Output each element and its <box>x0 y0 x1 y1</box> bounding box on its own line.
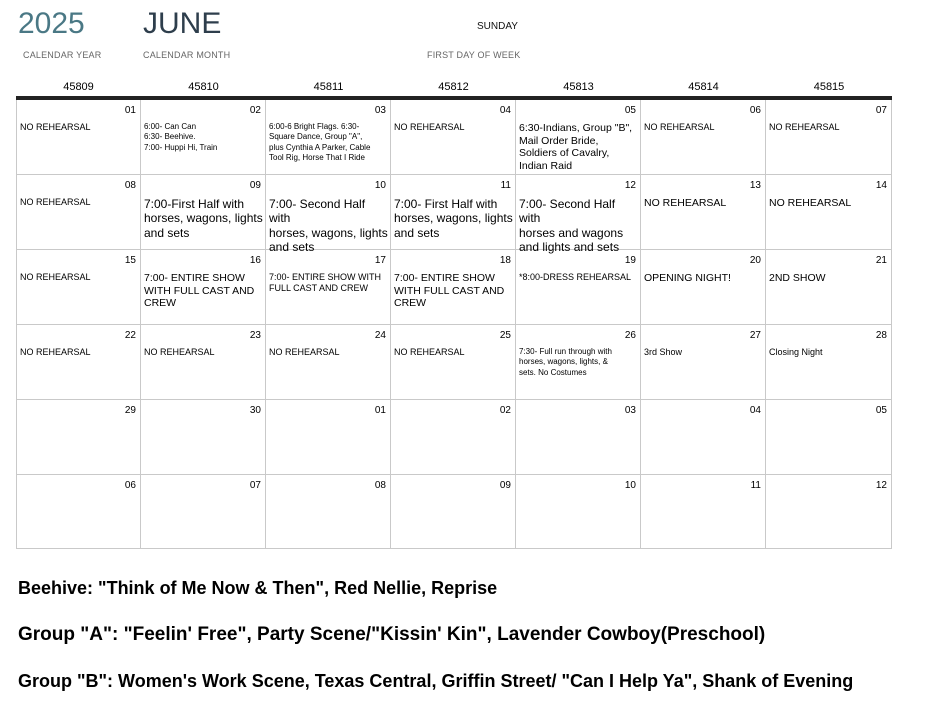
day-note-line: 6:30- Beehive. <box>144 132 196 142</box>
column-header: 45812 <box>438 81 469 93</box>
day-note <box>644 122 763 133</box>
day-cell <box>766 175 892 250</box>
day-number: 20 <box>749 255 761 266</box>
day-note-line: CREW <box>394 297 427 310</box>
day-number: 14 <box>875 180 887 191</box>
day-note <box>519 347 638 378</box>
day-note-line: horses and wagons <box>519 225 624 240</box>
day-number: 01 <box>374 405 386 416</box>
day-number: 11 <box>750 480 761 491</box>
day-note-line: 7:00- ENTIRE SHOW <box>394 272 495 284</box>
day-number: 27 <box>749 330 761 341</box>
day-note <box>769 197 889 210</box>
day-number: 29 <box>124 405 136 416</box>
day-number: 28 <box>875 330 887 341</box>
day-note <box>394 197 513 240</box>
day-note <box>144 197 263 240</box>
day-cell <box>16 175 141 250</box>
day-cell <box>141 475 266 549</box>
day-number: 13 <box>749 180 761 191</box>
day-note-line: NO REHEARSAL <box>20 122 91 132</box>
day-cell <box>391 175 516 250</box>
day-number: 12 <box>624 180 636 191</box>
day-note-line: 6:00-6 Bright Flags. 6:30- <box>269 122 360 131</box>
day-number: 15 <box>124 255 136 266</box>
day-number: 09 <box>249 180 261 191</box>
day-note-line: NO REHEARSAL <box>20 197 91 207</box>
day-cell <box>16 250 141 325</box>
day-note-line: NO REHEARSAL <box>769 197 852 209</box>
day-cell <box>641 250 766 325</box>
day-number: 21 <box>875 255 887 266</box>
day-cell <box>766 100 892 175</box>
day-number: 06 <box>749 105 761 116</box>
day-note <box>769 347 889 358</box>
day-note <box>394 347 513 358</box>
day-number: 16 <box>249 255 261 266</box>
day-note-line: sets. No Costumes <box>519 367 587 377</box>
day-number: 06 <box>124 480 136 491</box>
day-cell <box>641 100 766 175</box>
day-note-line: horses, wagons, lights, & <box>519 357 608 367</box>
day-number: 02 <box>499 405 511 416</box>
day-number: 26 <box>624 330 636 341</box>
day-number: 03 <box>624 405 636 416</box>
day-cell <box>391 100 516 175</box>
day-note-line: WITH FULL CAST AND <box>394 284 505 297</box>
day-note-line: Square Dance, Group "A", <box>269 132 363 142</box>
day-note <box>269 122 388 164</box>
day-note-line: 7:00- Second Half with <box>519 197 616 226</box>
day-note <box>769 122 889 133</box>
day-note <box>644 197 763 210</box>
day-cell <box>516 325 641 400</box>
day-number: 08 <box>374 480 386 491</box>
day-note <box>519 122 638 172</box>
day-note-line: OPENING NIGHT! <box>644 272 731 284</box>
day-number: 19 <box>624 255 636 266</box>
day-note <box>644 272 763 285</box>
day-note-line: Soldiers of Cavalry, <box>519 147 610 160</box>
day-note-line: horses, wagons, lights <box>144 211 263 226</box>
day-note-line: 7:00- Huppi Hi, Train <box>144 142 218 152</box>
day-cell <box>266 250 391 325</box>
day-cell <box>516 100 641 175</box>
day-note <box>20 122 138 133</box>
day-note-line: NO REHEARSAL <box>644 197 727 209</box>
day-note-line: 3rd Show <box>644 347 683 357</box>
day-cell <box>141 175 266 250</box>
day-note-line: 7:00- Second Half with <box>269 197 366 226</box>
day-cell <box>16 475 141 549</box>
day-cell <box>516 250 641 325</box>
day-number: 09 <box>499 480 511 491</box>
day-note-line: 7:00-First Half with <box>144 197 245 211</box>
day-number: 02 <box>249 105 261 116</box>
day-cell <box>641 325 766 400</box>
day-number: 17 <box>374 255 386 266</box>
day-note-line: 6:00- Can Can <box>144 122 197 131</box>
day-cell <box>266 175 391 255</box>
calendar-month: JUNE <box>143 7 222 40</box>
day-note <box>144 272 263 310</box>
day-note-line: 7:00- ENTIRE SHOW <box>144 272 245 284</box>
day-note <box>769 272 889 285</box>
day-cell <box>266 100 391 175</box>
day-cell <box>141 325 266 400</box>
day-note-line: 7:00- First Half with <box>394 197 498 211</box>
day-note-line: and sets <box>144 225 190 240</box>
day-note <box>269 197 388 255</box>
day-note-line: Mail Order Bride, <box>519 134 599 147</box>
day-cell <box>516 175 641 255</box>
day-number: 01 <box>124 105 136 116</box>
day-cell <box>641 175 766 250</box>
day-number: 04 <box>749 405 761 416</box>
first-day-of-week: SUNDAY <box>477 21 518 32</box>
day-number: 07 <box>875 105 887 116</box>
day-note-line: and sets <box>269 240 315 255</box>
day-note <box>519 272 638 283</box>
column-header: 45810 <box>188 81 219 93</box>
day-number: 03 <box>374 105 386 116</box>
day-cell <box>391 475 516 549</box>
column-header: 45811 <box>313 81 344 93</box>
day-cell <box>141 250 266 325</box>
day-note <box>394 272 513 310</box>
day-cell <box>141 400 266 475</box>
day-note-line: FULL CAST AND CREW <box>269 282 369 293</box>
day-cell <box>16 100 141 175</box>
day-cell <box>641 475 766 549</box>
day-number: 12 <box>875 480 887 491</box>
day-cell <box>766 400 892 475</box>
day-note <box>20 197 138 208</box>
day-cell <box>16 400 141 475</box>
day-cell <box>516 400 641 475</box>
day-number: 22 <box>124 330 136 341</box>
day-cell <box>391 325 516 400</box>
day-note-line: 2ND SHOW <box>769 272 826 284</box>
day-cell <box>766 475 892 549</box>
day-number: 25 <box>499 330 511 341</box>
day-note-line: and sets <box>394 225 440 240</box>
day-note <box>519 197 638 255</box>
day-note-line: WITH FULL CAST AND <box>144 284 255 297</box>
day-note-line: plus Cynthia A Parker, Cable <box>269 142 371 152</box>
day-number: 30 <box>249 405 261 416</box>
day-cell <box>16 325 141 400</box>
day-cell <box>766 325 892 400</box>
day-note-line: 7:00- ENTIRE SHOW WITH <box>269 272 382 282</box>
day-cell <box>391 400 516 475</box>
day-number: 05 <box>624 105 636 116</box>
day-note-line: NO REHEARSAL <box>269 347 340 357</box>
legend-group-a: Group "A": "Feelin' Free", Party Scene/"Kissin' Kin", Lavender Cowboy(Preschool) <box>18 624 766 645</box>
day-note-line: NO REHEARSAL <box>144 347 215 357</box>
day-number: 18 <box>499 255 511 266</box>
legend-beehive: Beehive: "Think of Me Now & Then", Red Nellie, Reprise <box>18 578 498 598</box>
day-number: 24 <box>374 330 386 341</box>
day-note-line: CREW <box>144 297 177 310</box>
day-note <box>394 122 513 133</box>
day-note-line: 7:30- Full run through with <box>519 347 612 356</box>
day-note-line: NO REHEARSAL <box>394 347 465 357</box>
day-note <box>144 347 263 358</box>
day-note <box>269 347 388 358</box>
day-number: 11 <box>500 180 511 191</box>
calendar-month-label: CALENDAR MONTH <box>143 50 231 60</box>
day-number: 23 <box>249 330 261 341</box>
day-note-line: NO REHEARSAL <box>20 347 91 357</box>
day-note-line: Closing Night <box>769 347 823 357</box>
day-number: 04 <box>499 105 511 116</box>
day-note-line: NO REHEARSAL <box>20 272 91 282</box>
day-note-line: *8:00-DRESS REHEARSAL <box>519 272 632 282</box>
calendar-year: 2025 <box>18 7 85 40</box>
day-cell <box>641 400 766 475</box>
day-cell <box>141 100 266 175</box>
day-note <box>644 347 763 358</box>
day-note-line: NO REHEARSAL <box>394 122 465 132</box>
day-number: 10 <box>374 180 386 191</box>
day-note <box>20 347 138 358</box>
calendar-grid <box>16 100 892 549</box>
day-number: 08 <box>124 180 136 191</box>
day-number: 05 <box>875 405 887 416</box>
column-header: 45809 <box>63 81 94 93</box>
day-note-line: horses, wagons, lights <box>269 225 388 240</box>
first-day-of-week-label: FIRST DAY OF WEEK <box>427 50 521 60</box>
day-note-line: 6:30-Indians, Group "B", <box>519 122 633 134</box>
day-number: 10 <box>624 480 636 491</box>
day-cell <box>516 475 641 549</box>
day-note <box>20 272 138 283</box>
day-cell <box>266 400 391 475</box>
legend-group-b: Group "B": Women's Work Scene, Texas Central, Griffin Street/ "Can I Help Ya", Shank of Evening <box>18 671 854 691</box>
day-cell <box>391 250 516 325</box>
day-note-line: Indian Raid <box>519 159 573 172</box>
day-note-line: horses, wagons, lights <box>394 211 513 226</box>
day-number: 07 <box>249 480 261 491</box>
day-note <box>144 122 263 153</box>
day-note-line: Tool Rig, Horse That I Ride <box>269 153 365 163</box>
day-cell <box>266 475 391 549</box>
day-cell <box>266 325 391 400</box>
day-note-line: and lights and sets <box>519 240 620 255</box>
day-note <box>269 272 388 294</box>
column-header: 45813 <box>563 81 594 93</box>
calendar-year-label: CALENDAR YEAR <box>23 50 102 60</box>
column-header: 45814 <box>688 81 719 93</box>
day-note-line: NO REHEARSAL <box>769 122 840 132</box>
column-header: 45815 <box>813 81 845 93</box>
day-note-line: NO REHEARSAL <box>644 122 715 132</box>
day-cell <box>766 250 892 325</box>
